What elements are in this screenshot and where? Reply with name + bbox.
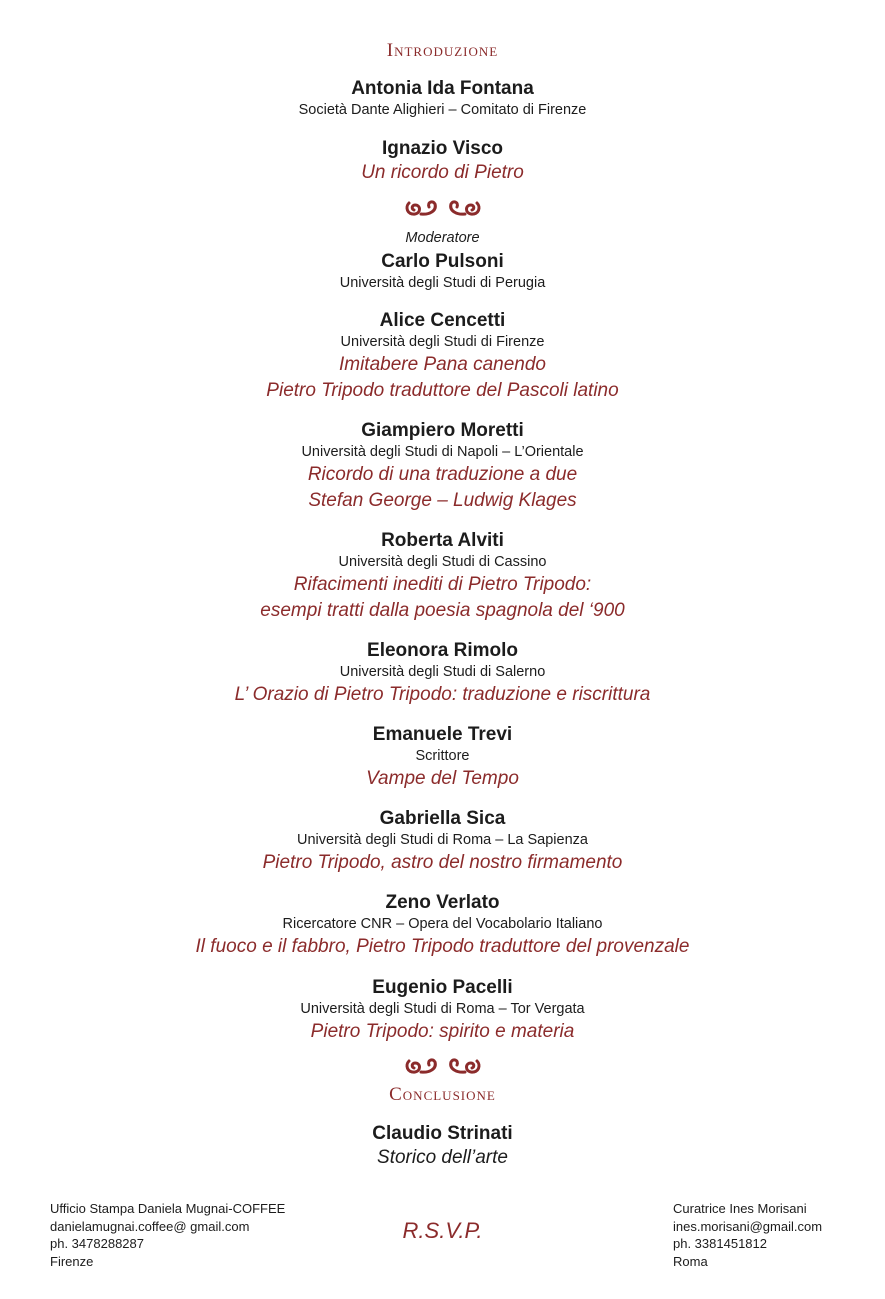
press-office-phone: ph. 3478288287 [50,1236,144,1251]
curator-name: Curatrice Ines Morisani [673,1201,807,1216]
talk-title: Un ricordo di Pietro [361,162,524,183]
moderator-role: Moderatore [405,230,480,246]
intro-heading: Introduzione [386,40,499,61]
speaker-name: Antonia Ida Fontana [351,78,534,99]
curator-city: Roma [673,1253,708,1269]
speaker-affiliation: Università degli Studi di Firenze [340,334,545,350]
press-office-name: Ufficio Stampa Daniela Mugnai-COFFEE [50,1201,286,1216]
moderator-name: Carlo Pulsoni [381,251,504,272]
talk-title: Pietro Tripodo, astro del nostro firmamento [262,852,623,873]
moderator-affiliation: Università degli Studi di Perugia [339,275,546,291]
fleuron-ornament-icon [0,197,885,219]
speaker-affiliation: Società Dante Alighieri – Comitato di Firenze [298,102,587,118]
speaker-affiliation: Università degli Studi di Napoli – L’Orientale [301,444,584,460]
speaker-affiliation: Scrittore [415,748,470,764]
conclusion-heading: Conclusione [389,1084,496,1105]
conclusion-role: Storico dell’arte [377,1147,508,1168]
curator-email[interactable]: ines.morisani@gmail.com [673,1218,823,1234]
speaker-name: Emanuele Trevi [372,724,513,745]
speaker-name: Roberta Alviti [381,530,504,551]
speaker-affiliation: Ricercatore CNR – Opera del Vocabolario Italiano [282,916,603,932]
talk-subtitle: Stefan George – Ludwig Klages [308,490,577,511]
rsvp-label: R.S.V.P. [402,1218,483,1243]
speaker-name: Eugenio Pacelli [372,977,513,998]
speaker-name: Ignazio Visco [381,138,504,159]
talk-title: Rifacimenti inediti di Pietro Tripodo: [293,574,592,595]
talk-title: Ricordo di una traduzione a due [307,464,578,485]
speaker-affiliation: Università degli Studi di Roma – Tor Vergata [300,1001,585,1017]
talk-title: Vampe del Tempo [366,768,519,789]
footer-curator [673,1200,822,1270]
talk-subtitle: esempi tratti dalla poesia spagnola del ‘900 [260,600,625,621]
speaker-name: Gabriella Sica [379,808,506,829]
speaker-affiliation: Università degli Studi di Cassino [338,554,547,570]
talk-title: Il fuoco e il fabbro, Pietro Tripodo traduttore del provenzale [195,936,690,957]
press-office-email[interactable]: danielamugnai.coffee@ gmail.com [50,1218,250,1234]
talk-title: Imitabere Pana canendo [338,354,547,375]
speaker-name: Giampiero Moretti [361,420,524,441]
speaker-name: Alice Cencetti [379,310,506,331]
talk-subtitle: Pietro Tripodo traduttore del Pascoli latino [266,380,619,401]
speaker-affiliation: Università degli Studi di Salerno [339,664,546,680]
press-office-city: Firenze [50,1253,94,1269]
curator-phone: ph. 3381451812 [673,1236,767,1251]
fleuron-ornament-icon [0,1055,885,1077]
speaker-name: Zeno Verlato [385,892,500,913]
speaker-name: Eleonora Rimolo [367,640,518,661]
talk-title: Pietro Tripodo: spirito e materia [310,1021,575,1042]
speaker-affiliation: Università degli Studi di Roma – La Sapienza [297,832,588,848]
talk-title: L’ Orazio di Pietro Tripodo: traduzione e riscrittura [234,684,651,705]
conclusion-name: Claudio Strinati [372,1123,513,1144]
